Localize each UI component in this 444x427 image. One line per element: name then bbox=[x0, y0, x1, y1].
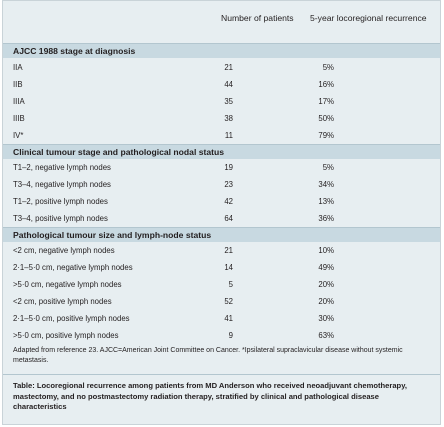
caption-box bbox=[3, 374, 440, 426]
row-recurrence: 50% bbox=[318, 114, 334, 123]
row-label: T1–2, negative lymph nodes bbox=[13, 163, 111, 172]
row-patients: 11 bbox=[224, 131, 233, 140]
section-header: AJCC 1988 stage at diagnosis bbox=[3, 43, 440, 58]
row-patients: 19 bbox=[224, 163, 233, 172]
table-row bbox=[3, 327, 440, 344]
row-label: <2 cm, negative lymph nodes bbox=[13, 246, 115, 255]
row-recurrence: 63% bbox=[318, 331, 334, 340]
row-recurrence: 5% bbox=[322, 163, 334, 172]
row-recurrence: 79% bbox=[318, 131, 334, 140]
row-label: 2·1–5·0 cm, negative lymph nodes bbox=[13, 263, 133, 272]
row-label: T1–2, positive lymph nodes bbox=[13, 197, 108, 206]
table-row bbox=[3, 310, 440, 327]
row-recurrence: 17% bbox=[318, 97, 334, 106]
row-patients: 38 bbox=[224, 114, 233, 123]
table-row bbox=[3, 93, 440, 110]
row-patients: 52 bbox=[224, 297, 233, 306]
row-patients: 21 bbox=[224, 63, 233, 72]
table-row bbox=[3, 276, 440, 293]
row-label: >5·0 cm, positive lymph nodes bbox=[13, 331, 119, 340]
table-row bbox=[3, 110, 440, 127]
table-row bbox=[3, 159, 440, 176]
row-patients: 41 bbox=[224, 314, 233, 323]
row-patients: 5 bbox=[228, 280, 233, 289]
section-header: Clinical tumour stage and pathological nodal status bbox=[3, 144, 440, 159]
row-recurrence: 20% bbox=[318, 297, 334, 306]
row-recurrence: 49% bbox=[318, 263, 334, 272]
table-row bbox=[3, 59, 440, 76]
row-patients: 21 bbox=[224, 246, 233, 255]
table-caption: Table: Locoregional recurrence among patients from MD Anderson who received neoadjuvant chemotherapy, mastectomy, and no postmastectomy radiation therapy, stratified by clinical and pathological disease characteristics bbox=[13, 381, 407, 412]
row-patients: 9 bbox=[228, 331, 233, 340]
row-label: <2 cm, positive lymph nodes bbox=[13, 297, 112, 306]
row-patients: 44 bbox=[224, 80, 233, 89]
row-patients: 14 bbox=[224, 263, 233, 272]
row-recurrence: 34% bbox=[318, 180, 334, 189]
row-recurrence: 13% bbox=[318, 197, 334, 206]
row-patients: 64 bbox=[224, 214, 233, 223]
header-recurrence: 5-year locoregional recurrence bbox=[310, 13, 427, 23]
table-row bbox=[3, 210, 440, 227]
footnote: Adapted from reference 23. AJCC=American Joint Committee on Cancer. *Ipsilateral supraclavicular disease without systemic metastasis. bbox=[13, 347, 403, 364]
row-label: IIA bbox=[13, 63, 23, 72]
section-header: Pathological tumour size and lymph-node status bbox=[3, 227, 440, 242]
table-row bbox=[3, 242, 440, 259]
row-recurrence: 20% bbox=[318, 280, 334, 289]
row-label: IIIA bbox=[13, 97, 25, 106]
row-label: T3–4, positive lymph nodes bbox=[13, 214, 108, 223]
row-recurrence: 16% bbox=[318, 80, 334, 89]
row-patients: 23 bbox=[224, 180, 233, 189]
row-patients: 35 bbox=[224, 97, 233, 106]
row-recurrence: 10% bbox=[318, 246, 334, 255]
table-row bbox=[3, 176, 440, 193]
row-label: IIB bbox=[13, 80, 23, 89]
row-recurrence: 5% bbox=[322, 63, 334, 72]
table-row bbox=[3, 293, 440, 310]
row-patients: 42 bbox=[224, 197, 233, 206]
row-label: >5·0 cm, negative lymph nodes bbox=[13, 280, 122, 289]
row-recurrence: 30% bbox=[318, 314, 334, 323]
row-label: 2·1–5·0 cm, positive lymph nodes bbox=[13, 314, 130, 323]
row-label: IV* bbox=[13, 131, 24, 140]
row-label: IIIB bbox=[13, 114, 25, 123]
table-row bbox=[3, 193, 440, 210]
table-row bbox=[3, 259, 440, 276]
row-recurrence: 36% bbox=[318, 214, 334, 223]
table-header bbox=[3, 1, 440, 43]
header-patients: Number of patients bbox=[221, 13, 294, 23]
table-row bbox=[3, 127, 440, 144]
table-row bbox=[3, 76, 440, 93]
table-panel bbox=[2, 0, 441, 425]
row-label: T3–4, negative lymph nodes bbox=[13, 180, 111, 189]
